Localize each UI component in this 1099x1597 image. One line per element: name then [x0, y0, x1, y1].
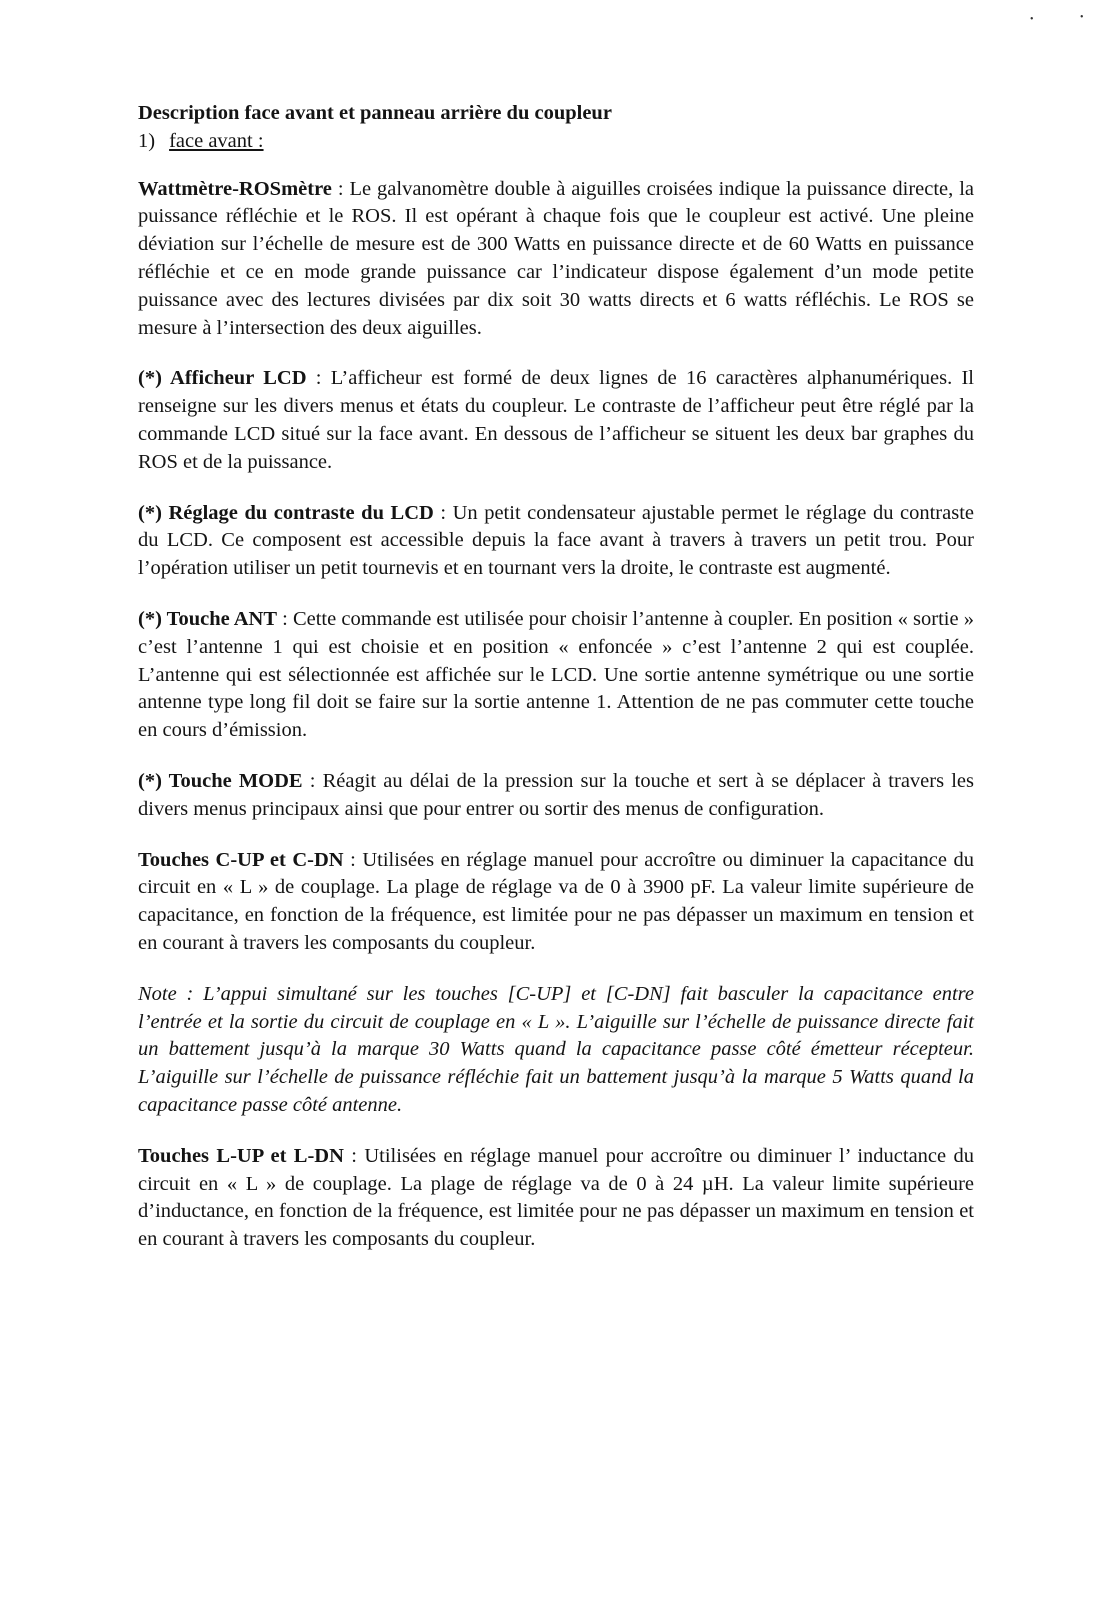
paragraph-touche-ant [138, 606, 974, 745]
note-paragraph: Note : L’appui simultané sur les touches [C-UP] et [C-DN] fait basculer la capacitance entre l’entrée et la sortie du circuit de couplage en « L ». L’aiguille sur l’échelle de puissance directe fait un battement jusqu’à la marque 30 Watts quand la capacitance passe côté émetteur récepteur. L’aiguille sur l’échelle de puissance réfléchie fait un battement jusqu’à la marque 5 Watts quand la capacitance passe côté antenne. [138, 982, 974, 1116]
paragraph-afficheur-lcd [138, 365, 974, 476]
paragraph-lead: Touches L-UP et L-DN [138, 1144, 344, 1167]
paragraph-lead: (*) Touche MODE [138, 769, 303, 792]
paragraph-touche-mode [138, 768, 974, 824]
paragraph-lead: (*) Afficheur LCD [138, 367, 307, 390]
paragraph-text: : Cette commande est utilisée pour choisir l’antenne à coupler. En position « sortie » c’est l’antenne 1 qui est choisie et en position « enfoncée » c’est l’antenne 2 qui est couplée. L’antenne qui est sélectionnée est affichée sur le LCD. Une sortie antenne symétrique ou une sortie antenne type long fil doit se faire sur la sortie antenne 1. Attention de ne pas commuter cette touche en cours d’émission. [138, 607, 974, 742]
paragraph-text: : Réagit au délai de la pression sur la touche et sert à se déplacer à travers les divers menus principaux ainsi que pour entrer ou sortir des menus de configuration. [138, 769, 974, 820]
paragraph-text: : Le galvanomètre double à aiguilles croisées indique la puissance directe, la puissance réfléchie et le ROS. Il est opérant à chaque fois que le coupleur est activé. Une pleine déviation sur l’échelle de mesure est de 300 Watts en puissance directe et de 60 Watts en puissance réfléchie et ce en mode grande puissance car l’indicateur dispose également d’un mode petite puissance avec des lectures divisées par dix soit 30 watts directs et 6 watts réfléchis. Le ROS se mesure à l’intersection des deux aiguilles. [138, 177, 974, 339]
paragraph-text: : Un petit condensateur ajustable permet le réglage du contraste du LCD. Ce composent est accessible depuis la face avant à travers à travers un petit trou. Pour l’opération utiliser un petit tournevis et en tournant vers la droite, le contraste est augmenté. [138, 501, 974, 580]
section-label: face avant : [169, 129, 264, 152]
paragraph-wattmetre [138, 176, 974, 343]
paragraph-lead: (*) Réglage du contraste du LCD [138, 501, 434, 524]
paragraph-lead: (*) Touche ANT [138, 607, 277, 630]
paragraph-lead: Wattmètre-ROSmètre [138, 177, 332, 200]
paragraph-text: : Utilisées en réglage manuel pour accroître ou diminuer la capacitance du circuit en « L » de couplage. La plage de réglage va de 0 à 3900 pF. La valeur limite supérieure de capacitance, en fonction de la fréquence, est limitée pour ne pas dépasser un maximum en tension et en courant à travers les composants du coupleur. [138, 848, 974, 954]
section-number: 1) [138, 129, 156, 152]
paragraph-text: : Utilisées en réglage manuel pour accroître ou diminuer l’ inductance du circuit en « L » de couplage. La plage de réglage va de 0 à 24 µH. La valeur limite supérieure d’inductance, en fonction de la fréquence, est limitée pour ne pas dépasser un maximum en tension et en courant à travers les composants du coupleur. [138, 1144, 975, 1251]
paragraph-lead: Touches C-UP et C-DN [138, 848, 344, 871]
paragraph-touches-c [138, 847, 974, 958]
scan-speck: • [1030, 14, 1034, 25]
paragraph-reglage-contraste [138, 500, 974, 583]
scan-speck: • [1080, 12, 1084, 23]
document-title: Description face avant et panneau arrière du coupleur [138, 102, 612, 124]
section-heading [138, 128, 974, 156]
paragraph-touches-l [138, 1143, 974, 1254]
paragraph-text: : L’afficheur est formé de deux lignes de 16 caractères alphanumériques. Il renseigne sur les divers menus et états du coupleur. Le contraste de l’afficheur peut être réglé par la commande LCD situé sur la face avant. En dessous de l’afficheur se situent les deux bar graphes du ROS et de la puissance. [138, 367, 975, 473]
document-page [138, 100, 974, 1254]
